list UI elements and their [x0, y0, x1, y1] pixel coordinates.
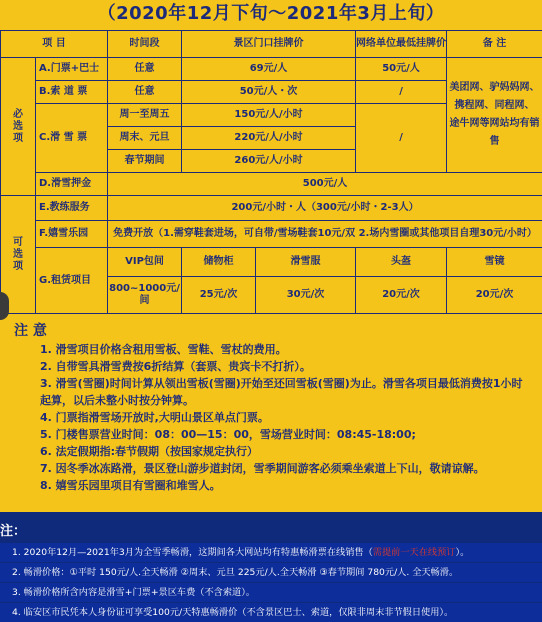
table-row: [1, 196, 542, 221]
footer-line-1: [0, 543, 542, 562]
value-e: 200元/小时・人（300元/小时・2-3人）: [108, 196, 542, 221]
item-a: A.门票+巴士: [36, 58, 108, 81]
period-c3: 春节期间: [108, 150, 182, 173]
footer-line-2: 2. 畅滑价格：①平时 150元/人.全天畅滑 ②周末、元旦 225元/人.全天畅滑 ③春节期间 780元/人. 全天畅滑。: [0, 563, 542, 582]
footer-line-1-text: 1. 2020年12月—2021年3月为全雪季畅滑，这期间各大网站均有特惠畅滑票在线销售（: [12, 547, 373, 558]
table-row: [1, 58, 542, 81]
item-c: C.滑 雪 票: [36, 104, 108, 173]
category-required: 必 选 项: [1, 58, 36, 196]
note-item: 8. 嬉雪乐园里项目有雪圈和堆雪人。: [40, 477, 532, 494]
rental-name: VIP包间: [108, 248, 182, 277]
table-header-row: [1, 31, 542, 58]
header-gate-price: 景区门口挂牌价: [182, 31, 356, 58]
footer-panel: [0, 512, 542, 614]
item-g: G.租赁项目: [36, 248, 108, 314]
rental-price: 25元/次: [182, 277, 256, 314]
rental-name: 头盔: [356, 248, 447, 277]
online-b: /: [356, 81, 447, 104]
header-remarks: 备 注: [447, 31, 542, 58]
note-item: 6. 法定假期指:春节假期（按国家规定执行）: [40, 443, 532, 460]
table-row: [1, 221, 542, 248]
note-item: 4. 门票指滑雪场开放时,大明山景区单点门票。: [40, 409, 532, 426]
table-row: [1, 248, 542, 277]
header-period: 时间段: [108, 31, 182, 58]
header-online-price: 网络单位最低挂牌价: [356, 31, 447, 58]
item-e: E.教练服务: [36, 196, 108, 221]
price-table: [0, 30, 542, 314]
rental-price: 800~1000元/间: [108, 277, 182, 314]
rental-name: 滑雪服: [256, 248, 356, 277]
note-item: 7. 因冬季冰冻路滑，景区登山游步道封闭，雪季期间游客必须乘坐索道上下山，敬请谅解。: [40, 460, 532, 477]
category-optional: 可 选 项: [1, 196, 36, 314]
rental-name: 雪镜: [447, 248, 542, 277]
gate-a: 69元/人: [182, 58, 356, 81]
rental-price: 20元/次: [356, 277, 447, 314]
notes-title: 注 意: [14, 320, 47, 340]
table-row: [1, 173, 542, 196]
gate-c3: 260元/人/小时: [182, 150, 356, 173]
header-item: 项 目: [1, 31, 108, 58]
period-b: 任意: [108, 81, 182, 104]
gate-c2: 220元/人/小时: [182, 127, 356, 150]
rental-name: 储物柜: [182, 248, 256, 277]
value-f: 免费开放（1.需穿鞋套进场，可自带/雪场鞋套10元/双 2.场内雪圈或其他项目自理30元/小时）: [108, 221, 542, 248]
item-d: D.滑雪押金: [36, 173, 108, 196]
page-title: （2020年12月下旬～2021年3月上旬）: [0, 0, 542, 30]
note-item: 1. 滑雪项目价格含租用雪板、雪鞋、雪杖的费用。: [40, 341, 532, 358]
note-item: 5. 门楼售票营业时间：08：00—15：00，雪场营业时间：08:45-18:00;: [40, 426, 532, 443]
value-d: 500元/人: [108, 173, 542, 196]
gate-c1: 150元/人/小时: [182, 104, 356, 127]
footer-line-1-end: ）。: [455, 547, 469, 558]
note-item: 2. 自带雪具滑雪费按6折结算（套票、贵宾卡不打折）。: [40, 358, 532, 375]
footer-line-1-highlight: 需提前一天在线预订: [373, 547, 456, 558]
footer-label: 注：: [0, 520, 26, 539]
footer-line-4: 4. 临安区市民凭本人身份证可享受100元/天特惠畅滑价（不含景区巴士、索道，仅限非周末非节假日使用）。: [0, 603, 542, 622]
period-c2: 周末、元旦: [108, 127, 182, 150]
note-item: 3. 滑雪(雪圈)时间计算从领出雪板(雪圈)开始至还回雪板(雪圈)为止。滑雪各项目最低消费按1小时起算，以后未整小时按分钟算。: [40, 375, 532, 409]
remarks-cell: 美团网、驴妈妈网、 携程网、同程网、 途牛网等网站均有销售: [447, 58, 542, 173]
online-a: 50元/人: [356, 58, 447, 81]
side-scroll-handle[interactable]: [0, 292, 9, 320]
item-b: B.索 道 票: [36, 81, 108, 104]
online-c: /: [356, 104, 447, 173]
rental-price: 30元/次: [256, 277, 356, 314]
rental-price: 20元/次: [447, 277, 542, 314]
notes-list: [40, 341, 532, 494]
footer-line-3: 3. 畅滑价格所含内容是滑雪+门票+景区车费（不含索道）。: [0, 583, 542, 602]
period-c1: 周一至周五: [108, 104, 182, 127]
item-f: F.嬉雪乐园: [36, 221, 108, 248]
gate-b: 50元/人・次: [182, 81, 356, 104]
period-a: 任意: [108, 58, 182, 81]
